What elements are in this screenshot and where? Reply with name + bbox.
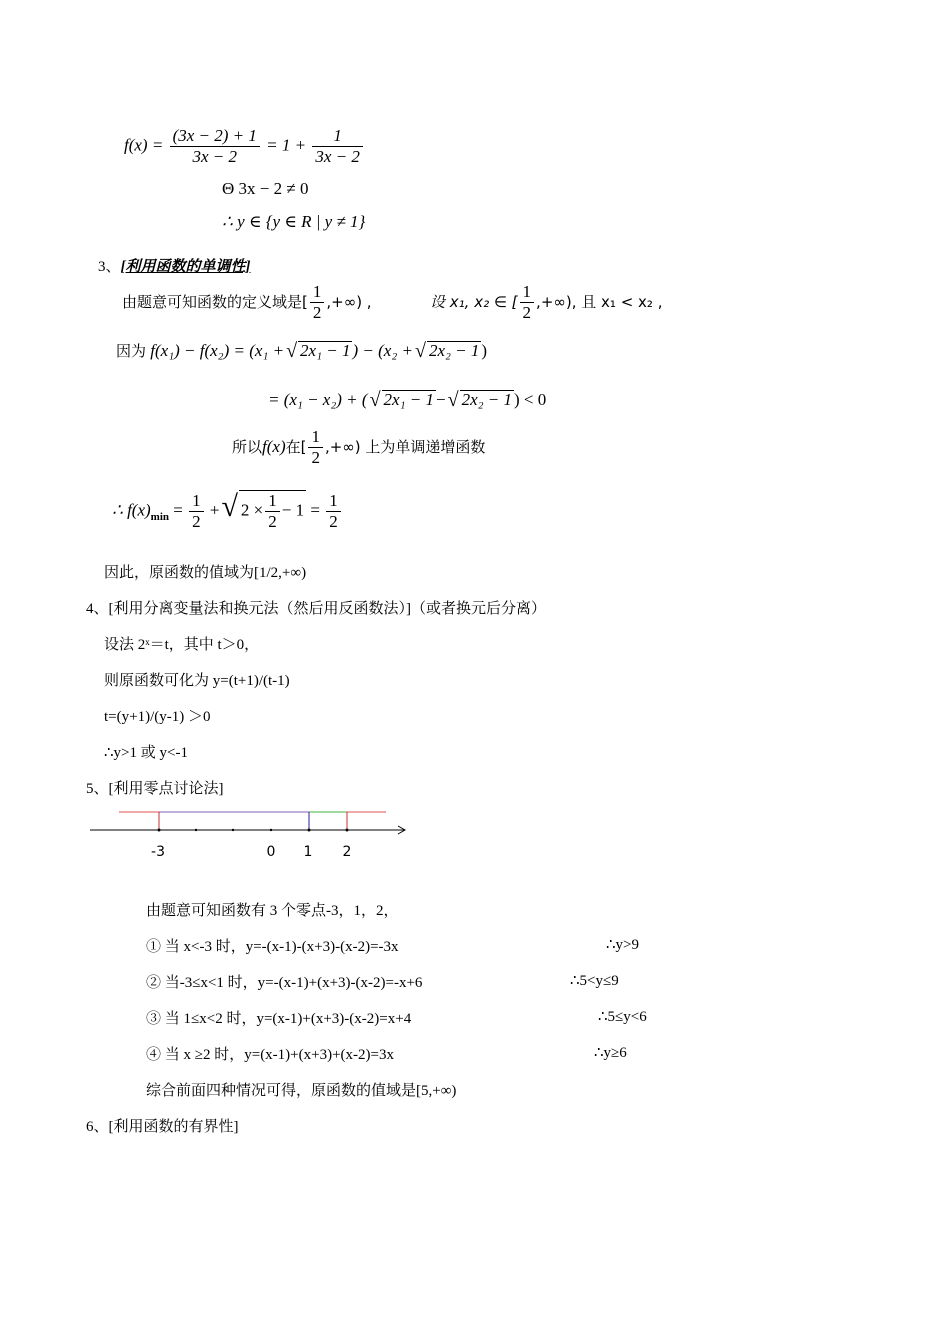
half-numerator: 1: [310, 282, 325, 303]
inner-half-numerator: 1: [265, 491, 280, 512]
domain-statement: [122, 282, 372, 323]
formula-eq-mid: = 1 +: [266, 135, 307, 155]
fraction-2-numerator: 1: [312, 126, 363, 147]
sqrt-symbol-3: √: [369, 389, 381, 411]
section-3-conclusion: 因此，原函数的值域为[1/2,+∞): [104, 565, 307, 581]
min-plus: +: [209, 500, 220, 520]
case-1-text: ① 当 x<-3 时，y=-(x-1)-(x+3)-(x-2)=-3x: [146, 939, 399, 955]
number-line-diagram: [86, 806, 416, 862]
fraction-2: [312, 126, 363, 167]
axis-label-0: 0: [266, 844, 276, 860]
radicand-2: 2x₂ − 1: [428, 341, 480, 360]
section-3-number: 3、: [98, 259, 121, 275]
difference-expr: f(x₁) − f(x₂) = (x₁ +: [150, 341, 285, 360]
inner-half-denominator: 2: [268, 512, 277, 531]
domain-end: ,+∞) ,: [326, 293, 372, 311]
result-half-denominator: 2: [329, 512, 338, 531]
axis-label-1: 1: [303, 844, 313, 860]
mono-half-fraction: [308, 427, 323, 468]
difference-line-2: [268, 390, 546, 410]
axis-dot-1: [308, 829, 311, 832]
section-5-summary: 综合前面四种情况可得，原函数的值域是[5,+∞): [146, 1083, 457, 1099]
section-5-intro: 由题意可知函数有 3 个零点-3，1，2，: [146, 903, 399, 919]
formula-fx-decomposition: [124, 126, 365, 167]
min-half-denominator: 2: [192, 512, 201, 531]
section-4-line-3: t=(y+1)/(y-1) ＞0: [104, 709, 211, 725]
section-4-line-2: 则原函数可化为 y=(t+1)/(t-1): [104, 673, 290, 689]
case-2-result: ∴5<y≤9: [570, 973, 619, 989]
set-half-numerator: 1: [520, 282, 535, 303]
radicand-5-b: − 1: [281, 500, 305, 520]
min-half-numerator: 1: [189, 491, 204, 512]
line2-start: = (x₁ − x₂) + (: [268, 390, 368, 409]
axis-dot-neg2: [195, 829, 197, 831]
radicand-5: [239, 490, 306, 532]
sqrt-symbol-2: √: [414, 340, 426, 362]
sqrt-symbol-5: √: [221, 490, 238, 524]
section-4-line-1: 设法 2ˣ＝t，其中 t＞0，: [104, 637, 260, 653]
domain-text: 由题意可知函数的定义域是[: [122, 293, 308, 311]
formula-fx-lhs: f(x) =: [124, 135, 164, 155]
difference-mid: ) − (x₂ +: [352, 341, 413, 360]
radicand-4: 2x₂ − 1: [461, 390, 512, 409]
axis-dot-neg1: [232, 829, 234, 831]
case-1-result: ∴y>9: [606, 937, 640, 953]
zai-text: 在[: [285, 438, 307, 456]
mono-half-numerator: 1: [308, 427, 323, 448]
section-4-line-4: ∴y>1 或 y<-1: [104, 745, 188, 761]
min-start: ∴ f(x): [112, 500, 151, 520]
because-line: Θ 3x − 2 ≠ 0: [222, 179, 309, 198]
minimum-value-formula: [112, 490, 343, 532]
difference-line-1: [116, 340, 487, 361]
case-3-text: ③ 当 1≤x<2 时，y=(x-1)+(x+3)-(x-2)=x+4: [146, 1011, 412, 1027]
section-3-heading: [98, 255, 251, 276]
sqrt-symbol-1: √: [286, 340, 298, 362]
set-half-fraction: [520, 282, 535, 323]
set-end: ,+∞), 且 x₁ < x₂ ,: [536, 293, 663, 311]
set-text: 设 x₁, x₂ ∈ [: [430, 293, 518, 311]
section-4-heading: 4、[利用分离变量法和换元法（然后用反函数法）]（或者换元后分离）: [86, 601, 546, 617]
domain-half-fraction: [310, 282, 325, 323]
therefore-range-line: ∴ y ∈ {y ∈ R | y ≠ 1}: [222, 212, 366, 231]
axis-dot-0: [270, 829, 272, 831]
case-3-result: ∴5≤y<6: [598, 1009, 647, 1025]
section-5-heading: 5、[利用零点讨论法]: [86, 781, 224, 797]
because-word: 因为: [116, 342, 147, 360]
axis-dot-2: [346, 829, 349, 832]
radicand-3: 2x₁ − 1: [383, 390, 434, 409]
monotonic-conclusion: [232, 427, 485, 468]
min-eq: =: [173, 500, 183, 520]
line2-end: ) < 0: [514, 390, 547, 409]
result-half-numerator: 1: [326, 491, 341, 512]
radicand-5-a: 2 ×: [240, 500, 264, 520]
axis-label-2: 2: [342, 844, 352, 860]
case-4-result: ∴y≥6: [594, 1045, 627, 1061]
mono-half-denominator: 2: [311, 448, 320, 467]
line2-mid: −: [435, 390, 446, 409]
axis-dot-neg3: [158, 829, 161, 832]
radicand-1: 2x₁ − 1: [300, 341, 351, 360]
case-4-text: ④ 当 x ≥2 时，y=(x-1)+(x+3)+(x-2)=3x: [146, 1047, 394, 1063]
set-statement: [430, 282, 662, 323]
sqrt-symbol-4: √: [447, 389, 459, 411]
fx-label: f(x): [262, 437, 286, 456]
case-2-text: ② 当-3≤x<1 时，y=-(x-1)+(x+3)-(x-2)=-x+6: [146, 975, 423, 991]
fraction-1-numerator: (3x − 2) + 1: [170, 126, 260, 147]
section-3-title: [利用函数的单调性]: [120, 259, 251, 275]
fraction-1: [170, 126, 260, 167]
inner-half-fraction: [265, 491, 280, 532]
min-eq2: =: [310, 500, 320, 520]
axis-label-neg3: -3: [151, 844, 165, 860]
set-half-denominator: 2: [522, 303, 532, 322]
fraction-2-denominator: 3x − 2: [315, 147, 360, 166]
fraction-1-denominator: 3x − 2: [192, 147, 237, 166]
section-6-heading: 6、[利用函数的有界性]: [86, 1119, 239, 1135]
difference-end: ): [481, 341, 488, 360]
min-half-fraction: [189, 491, 204, 532]
min-subscript: min: [150, 510, 170, 523]
result-half-fraction: [326, 491, 341, 532]
so-text: 所以: [232, 438, 263, 456]
so-end: ,+∞) 上为单调递增函数: [324, 438, 486, 456]
half-denominator: 2: [312, 303, 322, 322]
